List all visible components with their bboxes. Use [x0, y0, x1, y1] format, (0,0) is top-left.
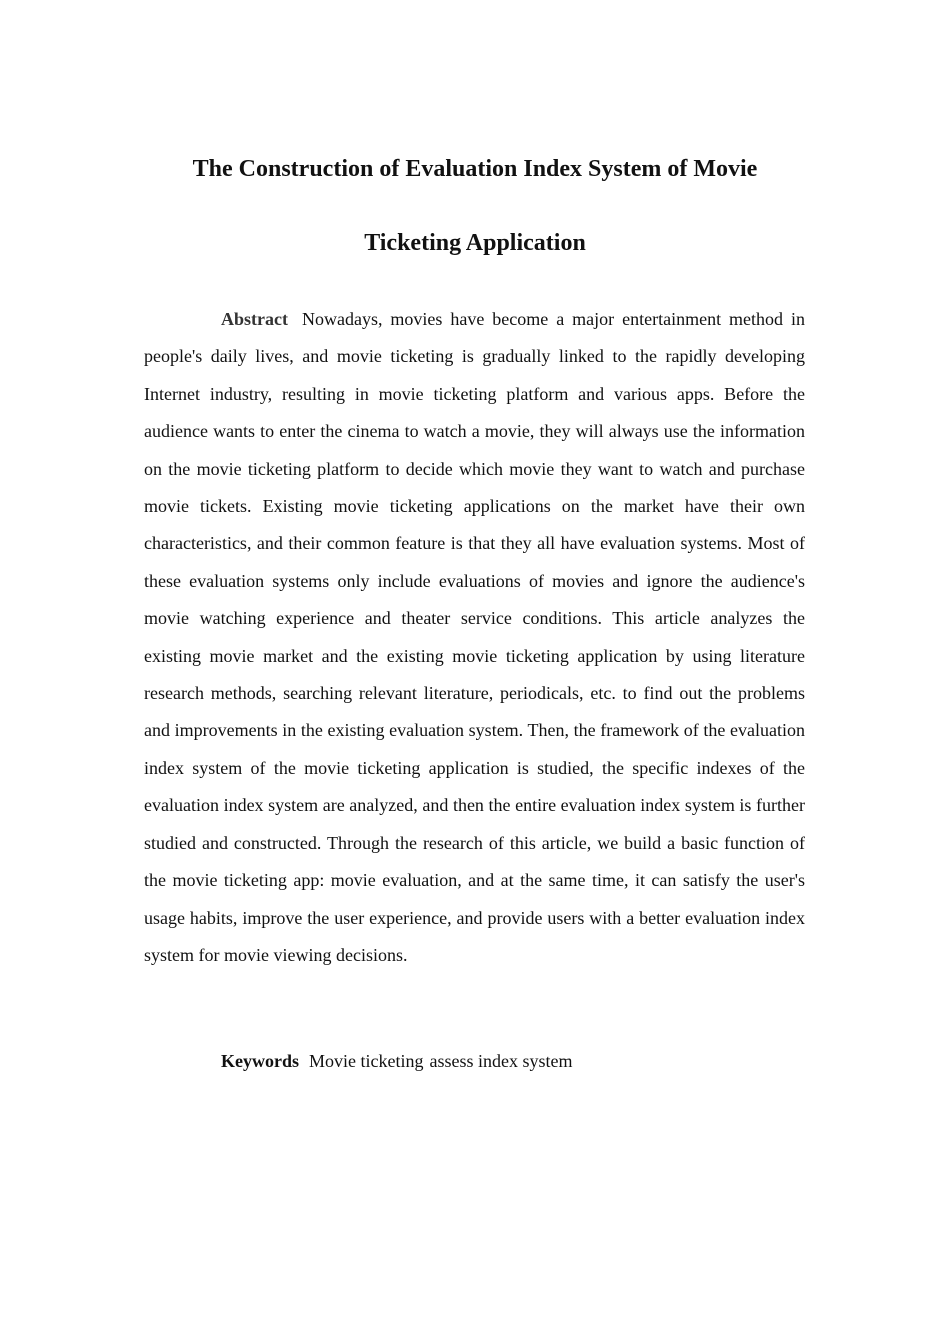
document-title-line-2: Ticketing Application [364, 230, 586, 256]
keywords-label: Keywords [221, 1051, 299, 1071]
document-title-line-1: The Construction of Evaluation Index System of Movie [192, 156, 758, 182]
abstract-label: Abstract [221, 309, 288, 329]
keyword-2: assess index system [429, 1051, 573, 1071]
keywords-line [221, 1046, 572, 1076]
keyword-1: Movie ticketing [309, 1051, 424, 1071]
abstract-text: Nowadays, movies have become a major entertainment method in people's daily lives, and movie ticketing is gradually linked to the rapidly developing Internet industry, resulting in movie ticketing platform and various apps. Before the audience wants to enter the cinema to watch a movie, they will always use the information on the movie ticketing platform to decide which movie they want to watch and purchase movie tickets. Existing movie ticketing applications on the market have their own characteristics, and their common feature is that they all have evaluation systems. Most of these evaluation systems only include evaluations of movies and ignore the audience's movie watching experience and theater service conditions. This article analyzes the existing movie market and the existing movie ticketing application by using literature research methods, searching relevant literature, periodicals, etc. to find out the problems and improvements in the existing evaluation system. Then, the framework of the evaluation index system of the movie ticketing application is studied, the specific indexes of the evaluation index system are analyzed, and then the entire evaluation index system is further studied and constructed. Through the research of this article, we build a basic function of the movie ticketing app: movie evaluation, and at the same time, it can satisfy the user's usage habits, improve the user experience, and provide users with a better evaluation index system for movie viewing decisions. [144, 309, 805, 965]
abstract-paragraph [144, 301, 805, 974]
